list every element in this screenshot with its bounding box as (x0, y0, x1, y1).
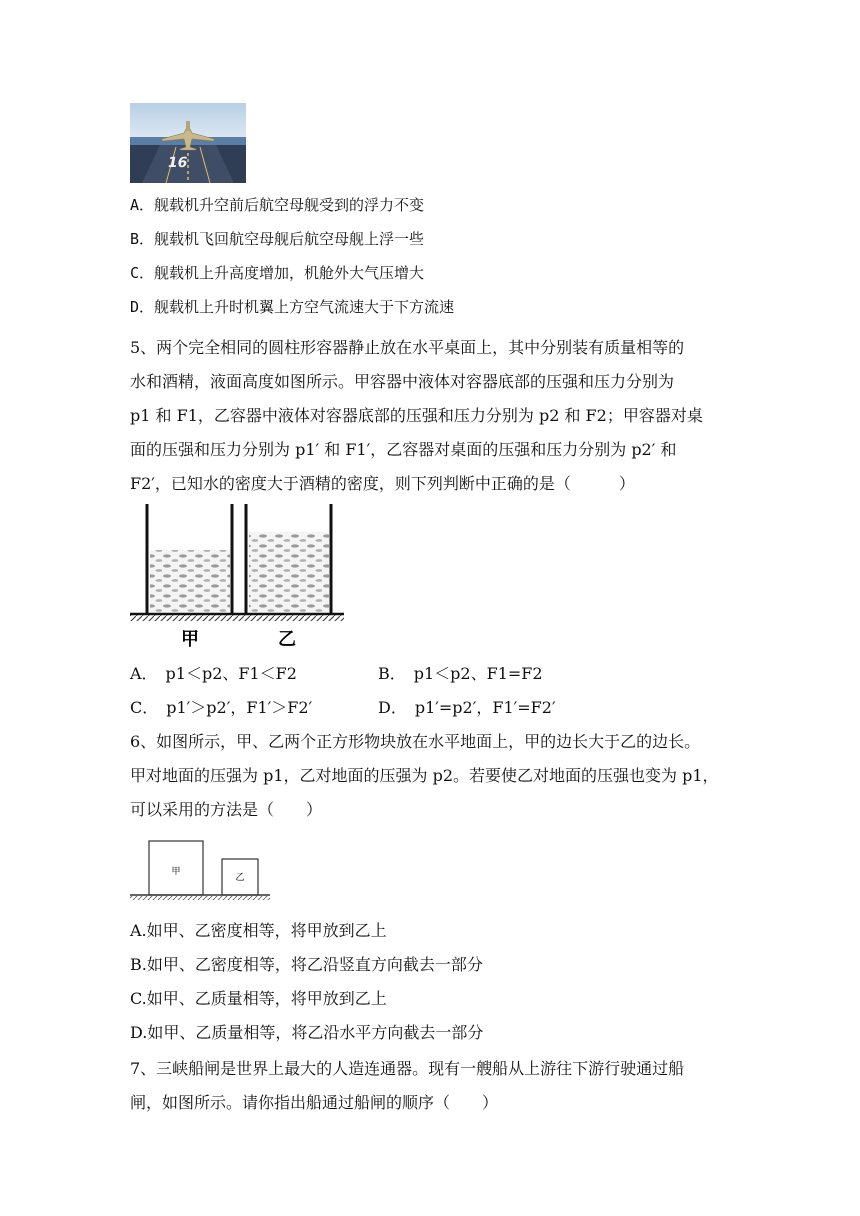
deck-number: 16 (166, 155, 189, 171)
q5-line: 面的压强和压力分别为 p1′ 和 F1′，乙容器对桌面的压强和压力分别为 p2′ 和 (130, 440, 677, 459)
q4-option-c: C．舰载机上升高度增加，机舱外大气压增大 (130, 264, 425, 282)
q7-question (130, 1052, 736, 1120)
q6-option-a: A.如甲、乙密度相等，将甲放到乙上 (130, 921, 387, 940)
q6-line: 可以采用的方法是（ ） (130, 800, 323, 819)
q5-option-c: C． p1′＞p2′，F1′＞F2′ (130, 698, 313, 717)
q6-label-jia: 甲 (171, 867, 181, 877)
q6-line: 甲对地面的压强为 p1，乙对地面的压强为 p2。若要使乙对地面的压强也变为 p1， (130, 766, 719, 785)
q6-label-yi: 乙 (235, 873, 245, 883)
q4-option-b: B．舰载机飞回航空母舰后航空母舰上浮一些 (130, 230, 425, 248)
q6-line: 6、如图所示，甲、乙两个正方形物块放在水平地面上，甲的边长大于乙的边长。 (130, 732, 701, 751)
carrier-photo (130, 103, 246, 183)
q5-line: 水和酒精，液面高度如图所示。甲容器中液体对容器底部的压强和压力分别为 (130, 372, 675, 391)
q6-blocks-figure (130, 838, 270, 906)
q5-line: 5、两个完全相同的圆柱形容器静止放在水平桌面上，其中分别装有质量相等的 (130, 338, 685, 357)
q5-line: F2′，已知水的密度大于酒精的密度，则下列判断中正确的是（ ） (130, 474, 635, 493)
q5-line: p1 和 F1，乙容器中液体对容器底部的压强和压力分别为 p2 和 F2；甲容器对桌 (130, 406, 703, 425)
q5-options-row-1 (130, 664, 543, 684)
q6-option-c: C.如甲、乙质量相等，将甲放到乙上 (130, 989, 387, 1008)
q5-option-d: D． p1′=p2′，F1′=F2′ (378, 698, 556, 717)
q5-options-row-2 (130, 698, 556, 718)
q5-option-a: A． p1＜p2、F1＜F2 (130, 664, 297, 683)
q6-option-b: B.如甲、乙密度相等，将乙沿竖直方向截去一部分 (130, 955, 483, 974)
q5-question (130, 331, 736, 501)
q4-option-a: A．舰载机升空前后航空母舰受到的浮力不变 (130, 196, 425, 214)
q5-label-jia: 甲 (181, 629, 199, 650)
q5-option-b: B． p1＜p2、F1=F2 (378, 664, 543, 683)
q7-line: 闸，如图所示。请你指出船通过船闸的顺序（ ） (130, 1093, 499, 1112)
q7-line: 7、三峡船闸是世界上最大的人造连通器。现有一艘船从上游往下游行驶通过船 (130, 1059, 685, 1078)
q5-containers-figure (130, 502, 344, 652)
q4-option-d: D．舰载机上升时机翼上方空气流速大于下方流速 (130, 298, 455, 316)
q6-option-d: D.如甲、乙质量相等，将乙沿水平方向截去一部分 (130, 1023, 484, 1042)
q6-question (130, 725, 736, 827)
q5-label-yi: 乙 (278, 629, 296, 650)
